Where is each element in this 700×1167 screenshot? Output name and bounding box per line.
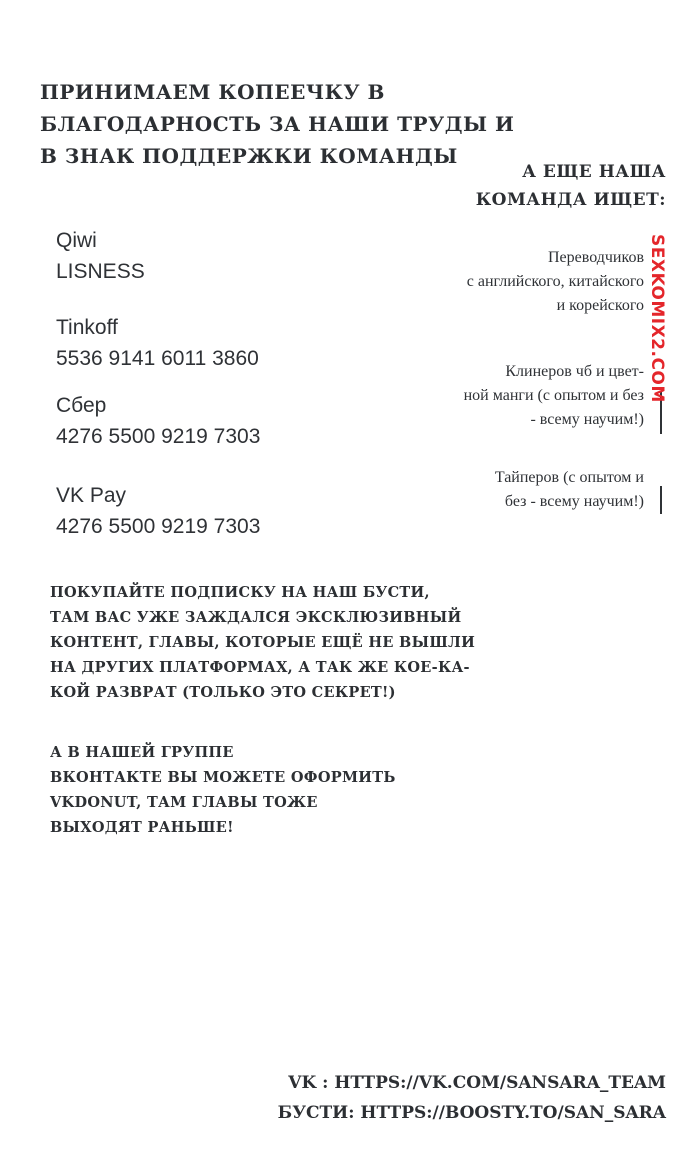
payment-value: 4276 5500 9219 7303 (56, 425, 261, 448)
paragraph-line: НА ДРУГИХ ПЛАТФОРМАХ, А ТАК ЖЕ КОЕ-КА- (50, 659, 470, 676)
paragraph-line: VKDONUT, ТАМ ГЛАВЫ ТОЖЕ (50, 794, 318, 811)
payment-tinkoff (56, 313, 259, 375)
payment-qiwi (56, 226, 145, 288)
role-line: без - всему научим!) (504, 493, 644, 510)
role-line: ной манги (с опытом и без (463, 387, 644, 404)
main-heading-line: В ЗНАК ПОДДЕРЖКИ КОМАНДЫ (40, 144, 458, 168)
role-divider-bar (660, 486, 662, 514)
role-line: Клинеров чб и цвет- (505, 363, 644, 380)
payment-name: Tinkoff (56, 316, 118, 339)
paragraph-line: КОЙ РАЗВРАТ (ТОЛЬКО ЭТО СЕКРЕТ!) (50, 684, 396, 701)
paragraph-line: ПОКУПАЙТЕ ПОДПИСКУ НА НАШ БУСТИ, (50, 584, 430, 601)
role-typers (495, 466, 644, 514)
payment-name: Сбер (56, 394, 107, 417)
role-line: Переводчиков (547, 249, 644, 266)
payment-vk-pay (56, 481, 260, 543)
team-heading (476, 158, 666, 214)
role-line: и корейского (556, 297, 644, 314)
boosty-paragraph (50, 580, 475, 705)
team-heading-line: КОМАНДА ИЩЕТ: (475, 190, 666, 210)
payment-value: LISNESS (56, 260, 145, 283)
paragraph-line: А В НАШЕЙ ГРУППЕ (50, 744, 234, 761)
vk-link[interactable]: VK : HTTPS://VK.COM/SANSARA_TEAM (288, 1073, 666, 1093)
main-heading (40, 76, 514, 172)
payment-sber (56, 391, 260, 453)
main-heading-line: БЛАГОДАРНОСТЬ ЗА НАШИ ТРУДЫ И (40, 112, 515, 136)
payment-value: 4276 5500 9219 7303 (56, 515, 261, 538)
role-translators (467, 246, 644, 318)
paragraph-line: ТАМ ВАС УЖЕ ЗАЖДАЛСЯ ЭКСКЛЮЗИВНЫЙ (50, 609, 462, 626)
payment-name: VK Pay (56, 484, 127, 507)
role-line: - всему научим!) (530, 411, 644, 428)
role-cleaners (464, 360, 644, 432)
paragraph-line: ВЫХОДЯТ РАНЬШЕ! (50, 819, 234, 836)
boosty-link[interactable]: БУСТИ: HTTPS://BOOSTY.TO/SAN_SARA (277, 1103, 666, 1123)
team-heading-line: А ЕЩЕ НАША (522, 162, 666, 182)
payment-name: Qiwi (56, 229, 97, 252)
paragraph-line: ВКОНТАКТЕ ВЫ МОЖЕТЕ ОФОРМИТЬ (50, 769, 396, 786)
watermark: SEXKOMIX2.COM (647, 234, 667, 403)
role-line: с английского, китайского (466, 273, 644, 290)
role-line: Тайперов (с опытом и (494, 469, 644, 486)
payment-value: 5536 9141 6011 3860 (56, 347, 259, 370)
paragraph-line: КОНТЕНТ, ГЛАВЫ, КОТОРЫЕ ЕЩЁ НЕ ВЫШЛИ (50, 634, 476, 651)
main-heading-line: ПРИНИМАЕМ КОПЕЕЧКУ В (40, 80, 385, 104)
vk-paragraph (50, 740, 396, 840)
social-links (278, 1068, 666, 1128)
